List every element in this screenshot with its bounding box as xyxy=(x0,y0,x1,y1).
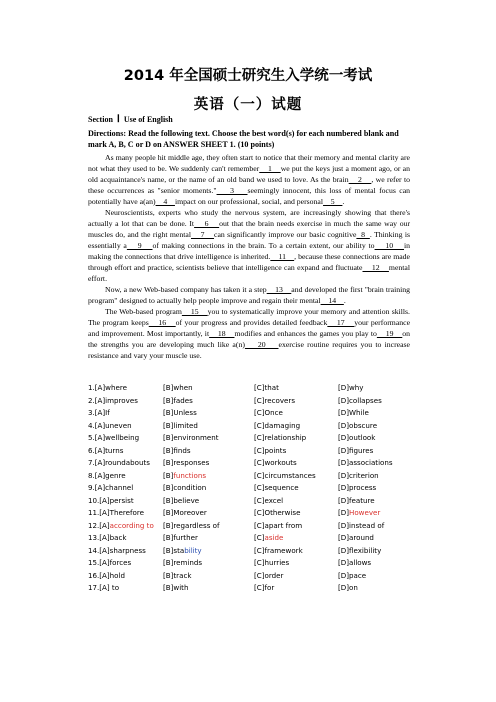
option-choice: [C]for xyxy=(254,583,275,592)
answer-blank: 1 xyxy=(259,164,281,173)
option-choice: [C]sequence xyxy=(254,483,299,492)
passage-paragraph xyxy=(88,306,410,361)
option-row xyxy=(88,521,418,534)
option-choice: [D]feature xyxy=(338,495,375,505)
option-row xyxy=(88,446,418,459)
option-choice: [D]allows xyxy=(338,558,372,567)
option-choice: 12.[A]according to xyxy=(88,520,154,530)
option-row xyxy=(88,583,418,596)
option-choice: 8.[A]genre xyxy=(88,470,126,480)
answer-blank: 17 xyxy=(327,318,355,327)
option-choice: 14.[A]sharpness xyxy=(88,545,146,555)
option-choice: [C]order xyxy=(254,570,284,580)
option-choice: [B]Moreover xyxy=(163,508,207,517)
option-row xyxy=(88,508,418,521)
passage-text: out that the brain needs exercise in much the same way our muscles do, and the right mental xyxy=(88,219,411,239)
option-choice: 3.[A]If xyxy=(88,408,110,417)
option-choice: [C]apart from xyxy=(254,520,303,530)
option-choice: [D]why xyxy=(338,383,364,392)
option-choice: [D]on xyxy=(338,583,358,592)
passage-text: we put the keys just a moment ago, or an old acquaintance's name, or the name of an old band we used to love. As the brain xyxy=(88,164,410,184)
option-choice: [C]that xyxy=(254,383,279,392)
section-heading xyxy=(88,114,173,125)
passage-paragraph xyxy=(88,284,410,306)
option-row xyxy=(88,571,418,584)
passage-text: you to systematically improve your memory and attention skills. The program keeps xyxy=(88,307,410,327)
option-row xyxy=(88,458,418,471)
option-choice: [C]excel xyxy=(254,495,284,505)
answer-blank: 5 xyxy=(323,197,343,206)
page-title: 2014 年全国硕士研究生入学统一考试 xyxy=(123,68,373,84)
answer-blank: 13 xyxy=(266,285,292,294)
passage-text: . Thinking is essentially a xyxy=(88,230,411,250)
option-row xyxy=(88,546,418,559)
option-choice: [B]finds xyxy=(163,445,191,455)
passage-text: , because these connections are made through effort and practice, scientists believe that intelligence can expand and fluctuate xyxy=(88,252,410,272)
section-name: Use of English xyxy=(123,115,173,124)
passage-text: impact on our professional, social, and personal xyxy=(174,197,324,206)
option-choice: [C]points xyxy=(254,445,287,455)
option-choice: 16.[A]hold xyxy=(88,570,125,580)
passage-text: in making the connections that drive intelligence is inherited. xyxy=(88,241,411,261)
section-roman: Ⅰ xyxy=(116,114,120,125)
option-choice: [D]criterion xyxy=(338,470,379,480)
option-choice: 2.[A]improves xyxy=(88,395,138,405)
answer-blank: 19 xyxy=(376,329,403,338)
options-table xyxy=(88,383,418,596)
option-choice: [B]believe xyxy=(163,495,200,505)
passage-text: . xyxy=(343,296,346,305)
option-choice: 4.[A]uneven xyxy=(88,420,132,430)
option-choice: [D]flexibility xyxy=(338,545,382,555)
directions: Directions: Read the following text. Choose the best word(s) for each numbered blank and mark A, B, C or D on ANSWER SHEET 1. (10 points) xyxy=(88,129,399,149)
option-choice: 1.[A]where xyxy=(88,383,127,392)
option-choice: [D]pace xyxy=(338,570,367,580)
option-choice: [B]functions xyxy=(163,470,207,480)
option-choice: [B]Unless xyxy=(163,408,197,417)
passage-text: modifies and enhances the games you play to xyxy=(234,329,377,338)
answer-blank: 2 xyxy=(348,175,372,184)
option-choice: [D]figures xyxy=(338,445,374,455)
option-choice: 5.[A]wellbeing xyxy=(88,433,140,442)
passage-text: on the strengths you are developing much like a(n) xyxy=(88,329,411,349)
option-choice: [D]around xyxy=(338,533,374,542)
passage-text: can significantly improve our basic cognitive xyxy=(214,230,357,239)
option-choice: [C]workouts xyxy=(254,458,297,467)
option-choice: [B]further xyxy=(163,533,198,542)
option-row xyxy=(88,408,418,421)
option-choice: [D]While xyxy=(338,408,369,417)
option-row xyxy=(88,433,418,446)
passage-text: exercise routine requires you to increase resistance and vary your muscle use. xyxy=(88,340,410,360)
answer-blank: 3 xyxy=(216,186,248,195)
option-choice: 15.[A]forces xyxy=(88,558,132,567)
answer-blank: 16 xyxy=(148,318,176,327)
answer-blank: 9 xyxy=(126,241,153,250)
option-choice: [D]obscure xyxy=(338,420,378,430)
option-choice: [C]aside xyxy=(254,533,284,542)
option-row xyxy=(88,483,418,496)
option-row xyxy=(88,421,418,434)
option-choice: 7.[A]roundabouts xyxy=(88,458,150,467)
option-choice: [B]limited xyxy=(163,420,198,430)
option-choice: [D]collapses xyxy=(338,395,382,405)
answer-blank: 18 xyxy=(209,329,235,338)
option-choice: [C]relationship xyxy=(254,433,307,442)
answer-blank: 7 xyxy=(191,230,215,239)
passage-text: of making connections in the brain. To a certain extent, our ability to xyxy=(152,241,375,250)
page-subtitle: 英语（一）试题 xyxy=(193,97,303,113)
option-choice: [D]process xyxy=(338,483,377,492)
passage-paragraph xyxy=(88,152,410,207)
answer-blank: 6 xyxy=(194,219,220,228)
passage-text: Neuroscientists, experts who study the nervous system, are increasingly showing that there's actually a lot that can be done. It xyxy=(88,208,410,228)
option-choice: [C]framework xyxy=(254,545,303,555)
option-row xyxy=(88,471,418,484)
answer-blank: 4 xyxy=(155,197,175,206)
answer-blank: 20 xyxy=(244,340,279,349)
option-choice: [B]with xyxy=(163,583,189,592)
passage-text: The Web-based program xyxy=(105,307,182,316)
answer-blank: 10 xyxy=(374,241,405,250)
option-choice: [B]track xyxy=(163,570,192,580)
answer-blank: 15 xyxy=(181,307,208,316)
passage-text: , we refer to these occurrences as "senior moments." xyxy=(88,175,411,195)
option-choice: 13.[A]back xyxy=(88,533,127,542)
option-row xyxy=(88,383,418,396)
option-choice: [B]fades xyxy=(163,395,193,405)
passage-text: Now, a new Web-based company has taken it a step xyxy=(105,285,267,294)
passage xyxy=(88,152,410,361)
answer-blank: 12 xyxy=(362,263,389,272)
option-row xyxy=(88,396,418,409)
passage-text: your performance and improvement. Most importantly, it xyxy=(88,318,411,338)
option-row xyxy=(88,533,418,546)
option-choice: [B]when xyxy=(163,383,193,392)
option-choice: [C]hurries xyxy=(254,558,290,567)
option-choice: [B]reminds xyxy=(163,558,203,567)
option-choice: [D]instead of xyxy=(338,520,385,530)
option-choice: [B]regardless of xyxy=(163,520,220,530)
option-choice: [D]associations xyxy=(338,458,393,467)
option-choice: 17.[A] to xyxy=(88,583,120,592)
option-row xyxy=(88,496,418,509)
option-choice: [B]responses xyxy=(163,458,210,467)
answer-blank: 11 xyxy=(270,252,295,261)
option-choice: [C]Once xyxy=(254,408,283,417)
passage-text: mental effort. xyxy=(88,263,411,283)
option-choice: [B]condition xyxy=(163,483,207,492)
passage-text: seemingly innocent, this loss of mental focus can potentially have a(an) xyxy=(88,186,411,206)
answer-blank: 14 xyxy=(320,296,344,305)
passage-text: and developed the first "brain training program" designed to actually help people improve and regain their mental xyxy=(88,285,410,305)
option-choice: [B]environment xyxy=(163,433,219,442)
option-choice: [C]damaging xyxy=(254,420,301,430)
answer-blank: 8 xyxy=(356,230,370,239)
passage-text: . xyxy=(342,197,345,206)
option-choice: [C]Otherwise xyxy=(254,508,301,517)
option-choice: 9.[A]channel xyxy=(88,483,134,492)
option-choice: [B]stability xyxy=(163,545,202,555)
option-row xyxy=(88,558,418,571)
passage-paragraph xyxy=(88,207,410,284)
option-choice: 11.[A]Therefore xyxy=(88,508,144,517)
section-prefix: Section xyxy=(88,115,113,124)
option-choice: [C]recovers xyxy=(254,395,296,405)
option-choice: 10.[A]persist xyxy=(88,495,134,505)
option-choice: [C]circumstances xyxy=(254,470,316,480)
option-choice: 6.[A]turns xyxy=(88,445,124,455)
passage-text: As many people hit middle age, they often start to notice that their memory and mental clarity are not what they used to be. We suddenly can't remember xyxy=(88,153,410,173)
option-choice: [D]outlook xyxy=(338,433,376,442)
passage-text: of your progress and provides detailed feedback xyxy=(175,318,328,327)
option-choice: [D]However xyxy=(338,508,381,517)
